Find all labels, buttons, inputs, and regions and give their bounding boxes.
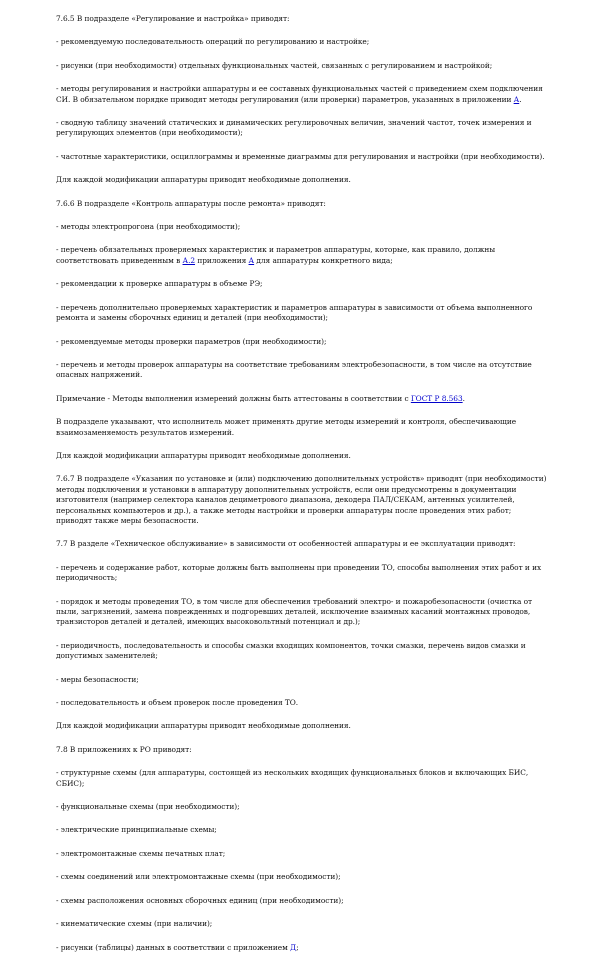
paragraph: 7.8 В приложениях к РО приводят:: [56, 744, 192, 754]
section-a2-link[interactable]: А.2: [182, 255, 196, 265]
paragraph: - перечень и содержание работ, которые должны быть выполнены при проведении ТО, способы выполнения этих работ и их периодичность;: [56, 562, 542, 583]
paragraph: - рисунки (таблицы) данных в соответствии с приложением Д;: [56, 942, 299, 952]
paragraph: - рисунки (при необходимости) отдельных функциональных частей, связанных с регулированием и настройкой;: [56, 60, 493, 70]
paragraph: - периодичность, последовательность и способы смазки входящих компонентов, точки смазки, перечень видов смазки и допустимых заменителей;: [56, 640, 526, 661]
paragraph: В подразделе указывают, что исполнитель может применять другие методы измерений и контроля, обеспечивающие взаимозаменяемость результатов измерений.: [56, 417, 517, 437]
paragraph: - меры безопасности;: [56, 674, 139, 684]
paragraph: - электромонтажные схемы печатных плат;: [56, 848, 226, 858]
note-paragraph: Примечание - Методы выполнения измерений должны быть аттестованы в соответствии с ГОСТ Р 8.563.: [56, 393, 465, 403]
appendix-a-link[interactable]: А: [248, 255, 255, 265]
paragraph: - частотные характеристики, осциллограммы и временные диаграммы для регулирования и настройки (при необходимости).: [56, 151, 545, 161]
paragraph: - сводную таблицу значений статических и динамических регулировочных величин, значений частот, точек измерения и регулирующих элементов (при необходимости);: [56, 118, 532, 138]
paragraph: - электрические принципиальные схемы;: [56, 825, 217, 835]
paragraph: - схемы соединений или электромонтажные схемы (при необходимости);: [56, 872, 341, 882]
paragraph: - рекомендации к проверке аппаратуры в объеме РЭ;: [56, 279, 263, 289]
paragraph: - структурные схемы (для аппаратуры, состоящей из нескольких входящих функциональных блоков и включающих БИС, СБИС);: [56, 768, 529, 788]
paragraph: Для каждой модификации аппаратуры приводят необходимые дополнения.: [56, 450, 351, 460]
paragraph: - кинематические схемы (при наличии);: [56, 919, 213, 929]
paragraph: Для каждой модификации аппаратуры приводят необходимые дополнения.: [56, 721, 351, 731]
appendix-d-link[interactable]: Д: [290, 942, 297, 952]
paragraph: - перечень дополнительно проверяемых характеристик и параметров аппаратуры в зависимости от объема выполненного ремонта и замены сборочных единиц и деталей (при необходимости);: [56, 302, 533, 323]
paragraph: - методы регулирования и настройки аппаратуры и ее составных функциональных частей с приведением схем подключения СИ. В обязательном порядке приводят методы регулирования (или проверки) параметров, указанных в приложении А.: [56, 84, 543, 104]
paragraph: - порядок и методы проведения ТО, в том числе для обеспечения требований электро- и пожаробезопасности (очистка от пыли, загрязнений, замена поврежденных и подгоревших деталей, исключение взаимных касаний монтажных проводов, транзисторов деталей и деталей, имеющих высоковольтный потенциал и др.);: [56, 596, 533, 627]
paragraph: Для каждой модификации аппаратуры приводят необходимые дополнения.: [56, 175, 351, 185]
paragraph: - схемы расположения основных сборочных единиц (при необходимости);: [56, 895, 344, 905]
paragraph: 7.6.6 В подразделе «Контроль аппаратуры после ремонта» приводят:: [56, 198, 326, 208]
paragraph: - рекомендуемую последовательность операций по регулированию и настройке;: [56, 37, 370, 47]
paragraph: - рекомендуемые методы проверки параметров (при необходимости);: [56, 336, 327, 346]
paragraph: 7.6.5 В подразделе «Регулирование и настройка» приводят:: [56, 14, 290, 23]
paragraph: - функциональные схемы (при необходимости);: [56, 802, 240, 812]
gost-link[interactable]: ГОСТ Р 8.563: [410, 393, 463, 403]
paragraph: 7.7 В разделе «Техническое обслуживание» в зависимости от особенностей аппаратуры и ее эксплуатации приводят:: [56, 539, 516, 549]
paragraph: - перечень обязательных проверяемых характеристик и параметров аппаратуры, которые, как правило, должны соответствовать приведенным в А.2 приложения А для аппаратуры конкретного вида;: [56, 245, 496, 265]
paragraph: - перечень и методы проверок аппаратуры на соответствие требованиям электробезопасности, в том числе на отсутствие опасных напряжений.: [56, 359, 532, 380]
paragraph: - последовательность и объем проверок после проведения ТО.: [56, 698, 299, 708]
paragraph: - методы электропрогона (при необходимости);: [56, 222, 241, 232]
paragraph: 7.6.7 В подразделе «Указания по установке и (или) подключению дополнительных устройств» приводят (при необходимости) методы подключения и установки в аппаратуру дополнительных устройств, если они предусмотрены в документации изготовителя (например селектора каналов дециметрового диапазона, декодера ПАЛ/СЕКАМ, антенных усилителей, персональных компьютеров и др.), а также методы настройки и проверки аппаратуры после проведения этих работ; приводят также меры безопасности.: [56, 474, 547, 525]
appendix-a-link[interactable]: А: [513, 94, 520, 104]
